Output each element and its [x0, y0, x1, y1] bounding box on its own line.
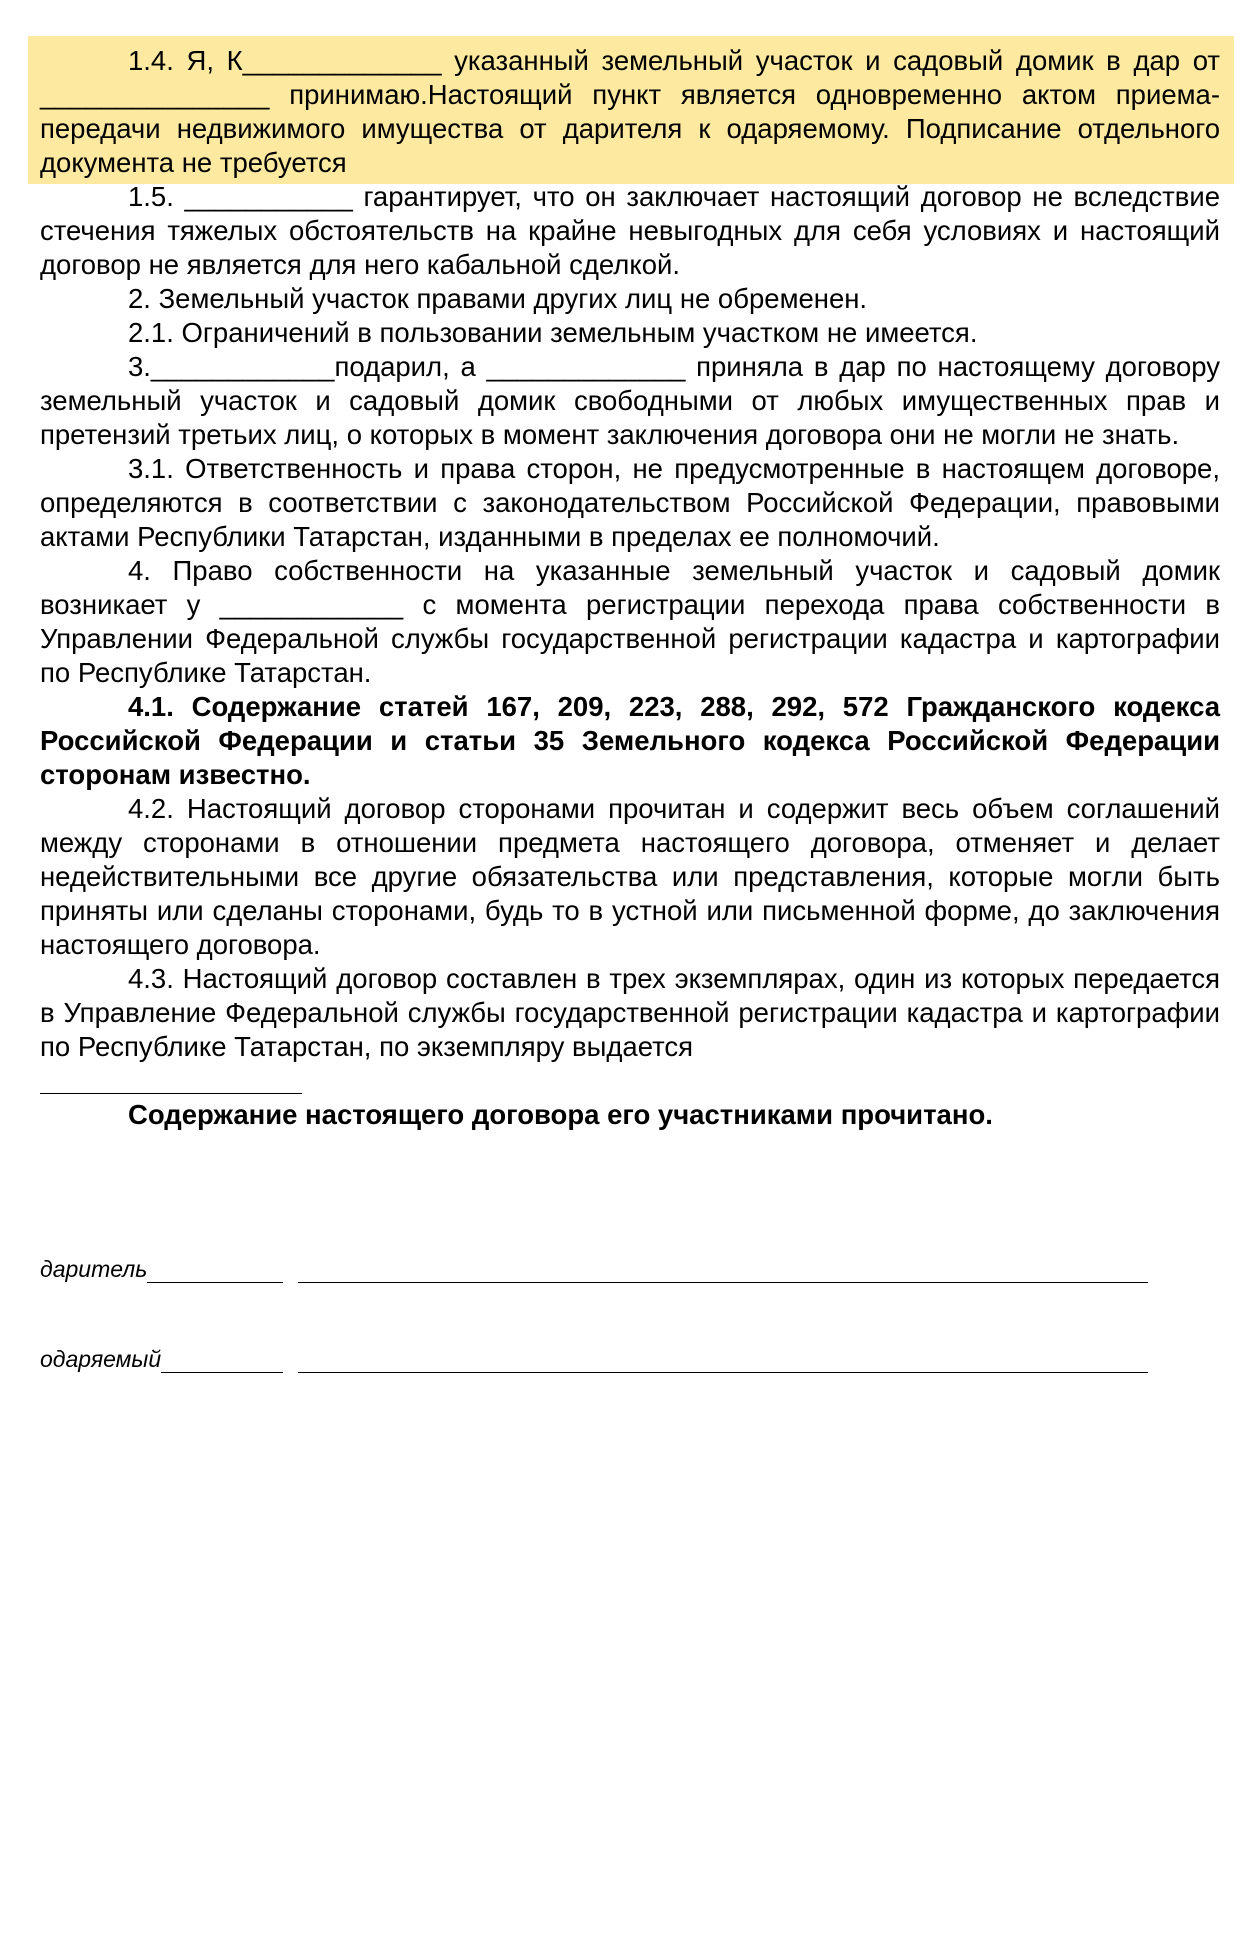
- clause-2: 2. Земельный участок правами других лиц не обременен.: [128, 283, 868, 314]
- clause-4-1: 4.1. Содержание статей 167, 209, 223, 288, 292, 572 Гражданского кодекса Российской Федерации и статьи 35 Земельного кодекса Российской Федерации сторонам известно.: [40, 691, 1220, 790]
- donee-name-line: [298, 1370, 1148, 1373]
- clause-1-5: 1.5. ___________ гарантирует, что он заключает настоящий договор не вследствие стечения тяжелых обстоятельств на крайне невыгодных для себя условиях и настоящий договор не является для него кабальной сделкой.: [40, 181, 1220, 280]
- clause-4-2: 4.2. Настоящий договор сторонами прочитан и содержит весь объем соглашений между сторонами в отношении предмета настоящего договора, отменяет и делает недействительными все другие обязательства или представления, которые могли быть приняты или сделаны сторонами, будь то в устной или письменной форме, до заключения настоящего договора.: [40, 793, 1220, 960]
- donor-signature-row: [40, 1256, 283, 1283]
- contract-body: [40, 44, 1220, 1132]
- donor-signature-line: [147, 1256, 283, 1283]
- clause-3-1: 3.1. Ответственность и права сторон, не предусмотренные в настоящем договоре, определяются в соответствии с законодательством Российской Федерации, правовыми актами Республики Татарстан, изданными в пределах ее полномочий.: [40, 453, 1220, 552]
- clause-4: 4. Право собственности на указанные земельный участок и садовый домик возникает у ____________ с момента регистрации перехода права собственности в Управлении Федеральной службы государственной регистрации кадастра и картографии по Республике Татарстан.: [40, 555, 1220, 688]
- final-note: Содержание настоящего договора его участниками прочитано.: [128, 1099, 993, 1130]
- clause-3: 3.____________подарил, а _____________ приняла в дар по настоящему договору земельный участок и садовый домик свободными от любых имущественных прав и претензий третьих лиц, о которых в момент заключения договора они не могли не знать.: [40, 351, 1220, 450]
- clause-4-3: 4.3. Настоящий договор составлен в трех экземплярах, один из которых передается в Управление Федеральной службы государственной регистрации кадастра и картографии по Республике Татарстан, по экземпляру выдается: [40, 963, 1220, 1062]
- donee-signature-line: [161, 1346, 283, 1373]
- donee-label: одаряемый: [40, 1346, 162, 1372]
- donee-signature-row: [40, 1346, 283, 1373]
- clause-2-1: 2.1. Ограничений в пользовании земельным участком не имеется.: [128, 317, 978, 348]
- copy-recipient-blank-line: [40, 1060, 302, 1094]
- donor-name-line: [298, 1280, 1148, 1283]
- clause-1-4: 1.4. Я, К_____________ указанный земельный участок и садовый домик в дар от _______________ принимаю.Настоящий пункт является одновременно актом приема-передачи недвижимого имущества от дарителя к одаряемому. Подписание отдельного документа не требуется: [40, 45, 1220, 178]
- donor-label: даритель: [40, 1256, 148, 1282]
